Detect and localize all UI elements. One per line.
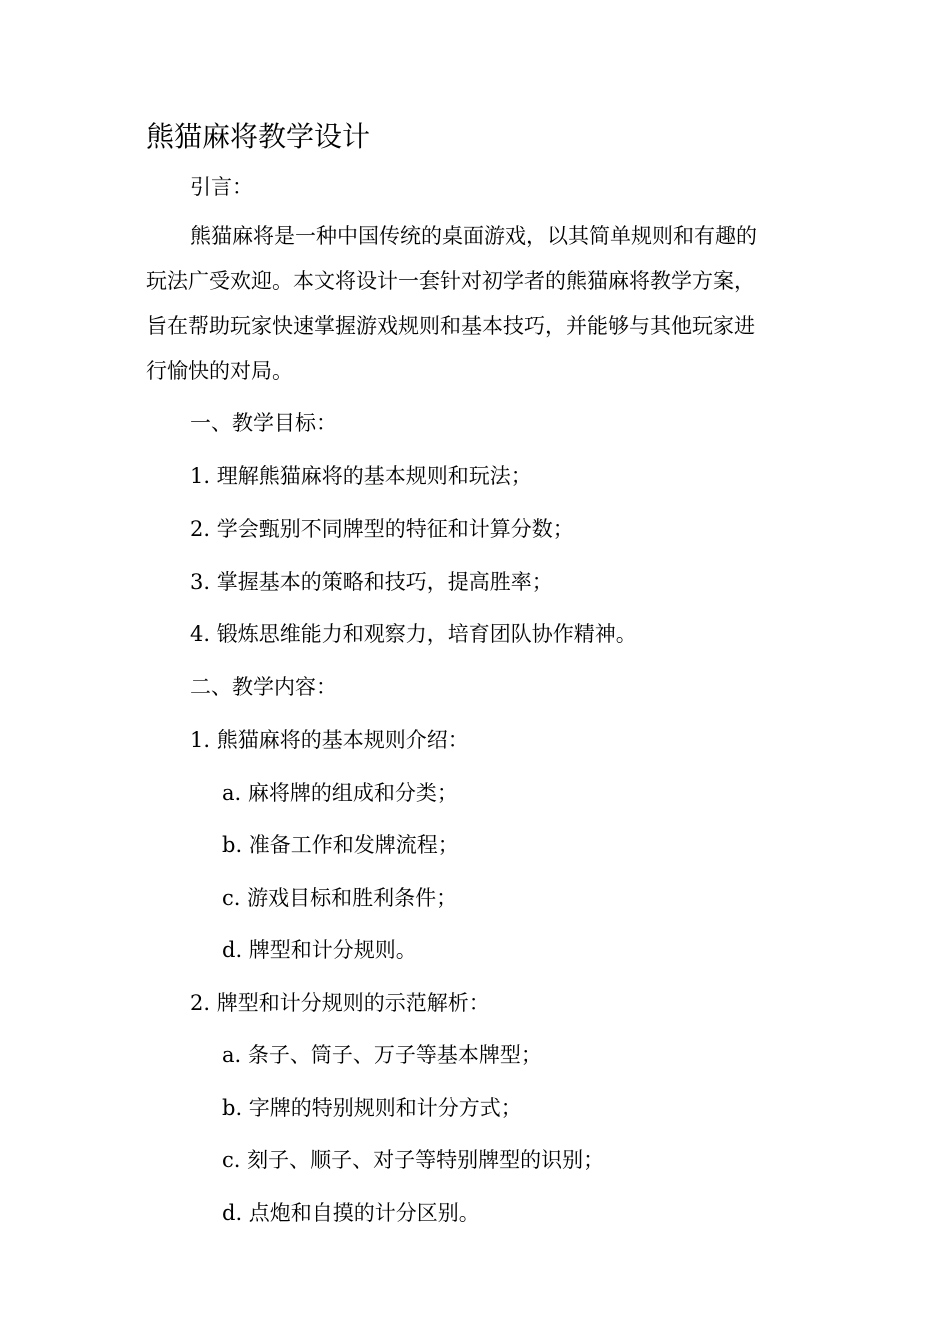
intro-paragraph-line: 行愉快的对局。 [146,359,293,383]
list-item: 3. 掌握基本的策略和技巧，提高胜率； [190,570,553,594]
list-item: 2. 牌型和计分规则的示范解析： [190,991,490,1015]
sub-list-item: c. 游戏目标和胜利条件； [222,886,458,910]
sub-list-item: b. 准备工作和发牌流程； [222,833,459,857]
document-title: 熊猫麻将教学设计 [146,120,371,153]
list-item: 1. 理解熊猫麻将的基本规则和玩法； [190,464,532,488]
section-heading-content: 二、教学内容： [190,675,337,699]
list-item: 1. 熊猫麻将的基本规则介绍： [190,728,469,752]
section-heading-goals: 一、教学目标： [190,411,337,435]
sub-list-item: d. 点炮和自摸的计分区别。 [222,1201,480,1225]
sub-list-item: a. 条子、筒子、万子等基本牌型； [222,1043,542,1067]
intro-paragraph-line: 玩法广受欢迎。本文将设计一套针对初学者的熊猫麻将教学方案， [146,269,755,293]
list-item: 2. 学会甄别不同牌型的特征和计算分数； [190,517,574,541]
sub-list-item: c. 刻子、顺子、对子等特别牌型的识别； [222,1148,605,1172]
intro-paragraph-line: 熊猫麻将是一种中国传统的桌面游戏，以其简单规则和有趣的 [190,224,757,248]
list-item: 4. 锻炼思维能力和观察力，培育团队协作精神。 [190,622,637,646]
sub-list-item: a. 麻将牌的组成和分类； [222,781,458,805]
intro-heading: 引言： [190,175,253,199]
intro-paragraph-line: 旨在帮助玩家快速掌握游戏规则和基本技巧，并能够与其他玩家进 [146,314,755,338]
sub-list-item: d. 牌型和计分规则。 [222,938,417,962]
sub-list-item: b. 字牌的特别规则和计分方式； [222,1096,522,1120]
